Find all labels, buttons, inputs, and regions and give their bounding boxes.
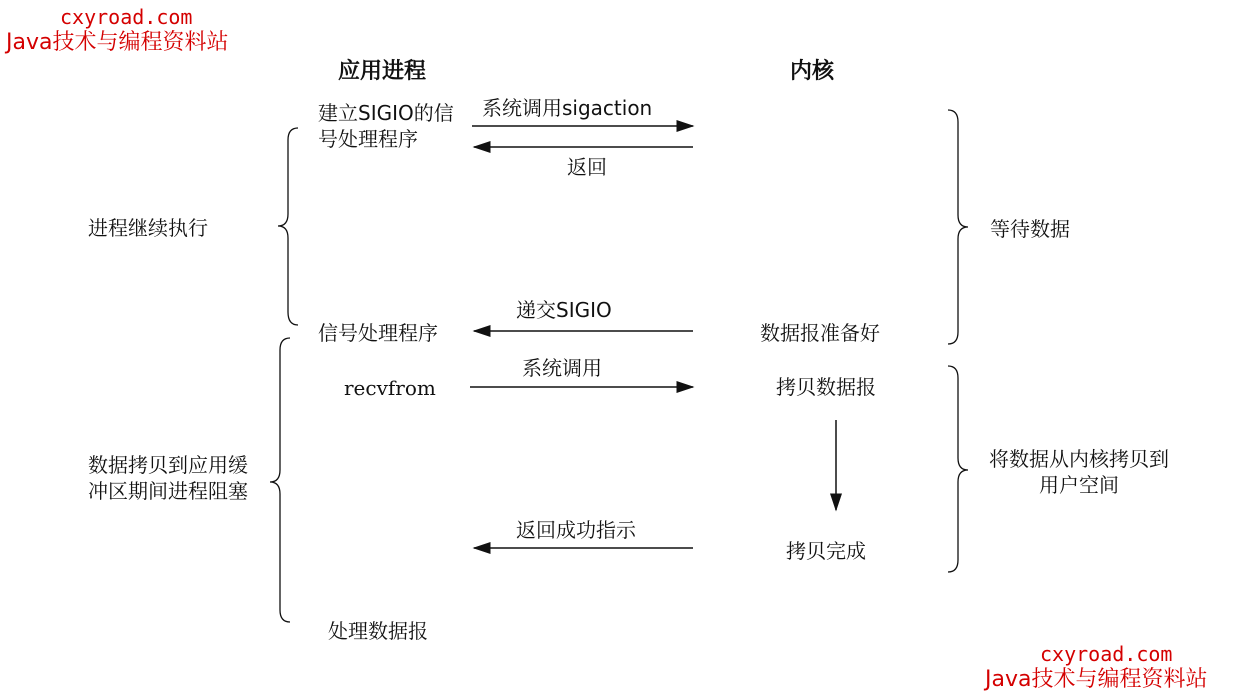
- step-signal-handler: 信号处理程序: [318, 321, 438, 345]
- watermark-name-bottom: Java技术与编程资料站: [985, 667, 1208, 692]
- label-wait-data: 等待数据: [990, 217, 1070, 241]
- step-copy-done: 拷贝完成: [786, 539, 866, 563]
- label-process-blocked: 数据拷贝到应用缓冲区期间进程阻塞: [88, 453, 248, 503]
- arrow-label-deliver-sigio: 递交SIGIO: [516, 298, 612, 322]
- step-process-datagram: 处理数据报: [328, 619, 428, 643]
- watermark-site-top: cxyroad.com: [60, 5, 193, 29]
- arrow-label-sigaction: 系统调用sigaction: [482, 96, 653, 120]
- left-brace-blocked: [270, 338, 290, 622]
- step-setup-sigio-handler: 建立SIGIO的信号处理程序: [318, 101, 454, 151]
- arrow-label-return-success: 返回成功指示: [516, 518, 636, 542]
- watermark-site-bottom: cxyroad.com: [1040, 642, 1173, 666]
- header-kernel: 内核: [790, 59, 835, 84]
- right-brace-copy: [948, 366, 968, 572]
- label-copy-to-user: 将数据从内核拷贝到用户空间: [989, 447, 1169, 497]
- step-recvfrom: recvfrom: [344, 376, 436, 400]
- step-datagram-ready: 数据报准备好: [760, 321, 880, 345]
- arrow-label-syscall: 系统调用: [522, 356, 602, 380]
- step-copy-datagram: 拷贝数据报: [776, 375, 876, 399]
- right-brace-wait: [948, 110, 968, 344]
- header-app-process: 应用进程: [338, 59, 427, 84]
- left-brace-continue: [278, 128, 298, 325]
- arrow-label-return: 返回: [567, 155, 607, 179]
- label-process-continues: 进程继续执行: [88, 216, 208, 240]
- watermark-name-top: Java技术与编程资料站: [6, 30, 229, 55]
